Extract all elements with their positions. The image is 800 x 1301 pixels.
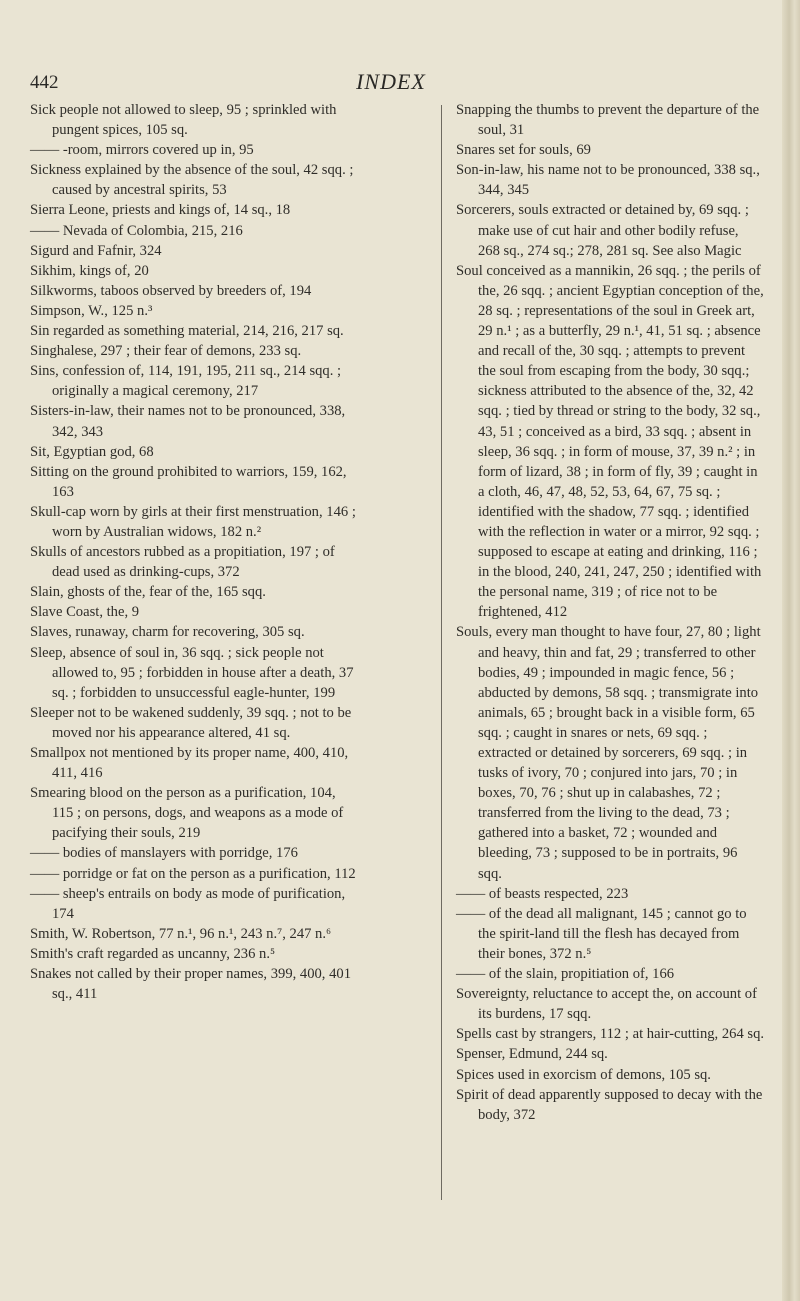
index-entry: Spices used in exorcism of demons, 105 sq. [456, 1066, 711, 1083]
column-divider [441, 105, 442, 1200]
index-entry: —— porridge or fat on the person as a purification, 112 [30, 865, 356, 882]
index-entry: Sikhim, kings of, 20 [30, 262, 149, 279]
index-entry: Sierra Leone, priests and kings of, 14 sq., 18 [30, 202, 291, 219]
index-entry: Smallpox not mentioned by its proper name, 400, 410, 411, 416 [30, 745, 349, 782]
index-entry: Sovereignty, reluctance to accept the, on account of its burdens, 17 sqq. [456, 986, 757, 1023]
index-entry: —— Nevada of Colombia, 215, 216 [30, 222, 243, 239]
index-entry: Son-in-law, his name not to be pronounced, 338 sq., 344, 345 [456, 162, 760, 199]
index-entry: —— of the dead all malignant, 145 ; cannot go to the spirit-land till the flesh has decayed from their bones, 372 n.⁵ [456, 905, 747, 962]
index-entry: Slaves, runaway, charm for recovering, 305 sq. [30, 624, 305, 641]
index-column-left [30, 100, 360, 1004]
index-entry: Sins, confession of, 114, 191, 195, 211 sq., 214 sqq. ; originally a magical ceremony, 217 [30, 363, 342, 400]
index-entry: Souls, every man thought to have four, 27, 80 ; light and heavy, thin and fat, 29 ; transferred to other bodies, 49 ; impounded in magic fence, 56 ; abducted by demons, 58 sqq. ; transmigrate into animals, 65 ; brought back in a visible form, 65 sqq. ; caught in snares or nets, 69 sqq. ; extracted or detained by sorcerers, 69 sqq. ; in tusks of ivory, 70 ; conjured into jars, 70 ; in boxes, 70, 76 ; shut up in calabashes, 72 ; transferred from the living to the dead, 73 ; gathered into a basket, 72 ; wounded and bleeding, 73 ; supposed to be in portraits, 96 sqq. [456, 624, 761, 882]
index-entry: Snares set for souls, 69 [456, 142, 591, 159]
index-entry: Sorcerers, souls extracted or detained by, 69 sqq. ; make use of cut hair and other bodily refuse, 268 sq., 274 sq.; 278, 281 sq. See also Magic [456, 202, 749, 259]
index-entry: Sigurd and Fafnir, 324 [30, 242, 162, 259]
index-entry: Skulls of ancestors rubbed as a propitiation, 197 ; of dead used as drinking-cups, 372 [30, 544, 335, 581]
page-edge [782, 0, 800, 1301]
index-entry: —— of beasts respected, 223 [456, 885, 629, 902]
index-entry: —— bodies of manslayers with porridge, 176 [30, 845, 298, 862]
index-entry: Sit, Egyptian god, 68 [30, 443, 154, 460]
index-entry: Snakes not called by their proper names, 399, 400, 401 sq., 411 [30, 966, 351, 1003]
index-entry: Sleeper not to be wakened suddenly, 39 sqq. ; not to be moved nor his appearance altered, 41 sq. [30, 704, 352, 741]
index-entry: Slave Coast, the, 9 [30, 604, 140, 621]
index-entry: —— sheep's entrails on body as mode of purification, 174 [30, 885, 346, 922]
index-entry: Sleep, absence of soul in, 36 sqq. ; sick people not allowed to, 95 ; forbidden in house after a death, 37 sq. ; forbidden to unsuccessful eagle-hunter, 199 [30, 644, 354, 701]
index-column-right [456, 100, 764, 1125]
index-entry: Sin regarded as something material, 214, 216, 217 sq. [30, 323, 344, 340]
index-entry: Spells cast by strangers, 112 ; at hair-cutting, 264 sq. [456, 1026, 765, 1043]
page-title: INDEX [356, 69, 426, 94]
index-entry: Slain, ghosts of the, fear of the, 165 sqq. [30, 584, 266, 601]
index-entry: Snapping the thumbs to prevent the departure of the soul, 31 [456, 102, 760, 139]
index-entry: —— of the slain, propitiation of, 166 [456, 966, 675, 983]
index-entry: Sickness explained by the absence of the soul, 42 sqq. ; caused by ancestral spirits, 53 [30, 162, 354, 199]
index-entry: Silkworms, taboos observed by breeders of, 194 [30, 282, 312, 299]
index-entry: Sisters-in-law, their names not to be pronounced, 338, 342, 343 [30, 403, 346, 440]
running-head [0, 69, 782, 102]
index-entry: Smith, W. Robertson, 77 n.¹, 96 n.¹, 243 n.⁷, 247 n.⁶ [30, 925, 332, 942]
index-entry: —— -room, mirrors covered up in, 95 [30, 142, 254, 159]
index-entry: Soul conceived as a mannikin, 26 sqq. ; the perils of the, 26 sqq. ; ancient Egyptian conception of the, 28 sq. ; representations of the soul in Greek art, 29 n.¹ ; as a butterfly, 29 n.¹, 41, 51 sq. ; absence and recall of the, 30 sqq. ; attempts to prevent the soul from escaping from the body, 30 sqq.; sickness attributed to the absence of the, 32, 42 sqq. ; tied by thread or string to the body, 32 sq., 43, 51 ; conceived as a bird, 33 sqq. ; absent in sleep, 36 sqq. ; in form of mouse, 37, 39 n.² ; in form of lizard, 38 ; in form of fly, 39 ; caught in a cloth, 46, 47, 48, 52, 53, 64, 67, 75 sq. ; identified with the shadow, 77 sqq. ; identified with the reflection in water or a mirror, 92 sqq. ; supposed to escape at eating and drinking, 116 ; in the blood, 240, 241, 247, 250 ; identified with the personal name, 319 ; of rice not to be frightened, 412 [456, 262, 764, 621]
index-entry: Smith's craft regarded as uncanny, 236 n.⁵ [30, 945, 276, 962]
index-entry: Singhalese, 297 ; their fear of demons, 233 sq. [30, 343, 302, 360]
index-entry: Spenser, Edmund, 244 sq. [456, 1046, 608, 1063]
index-entry: Sick people not allowed to sleep, 95 ; sprinkled with pungent spices, 105 sq. [30, 102, 337, 139]
index-entry: Skull-cap worn by girls at their first menstruation, 146 ; worn by Australian widows, 182 n.² [30, 503, 356, 540]
index-entry: Sitting on the ground prohibited to warriors, 159, 162, 163 [30, 463, 347, 500]
index-entry: Simpson, W., 125 n.³ [30, 302, 153, 319]
page-number: 442 [30, 72, 59, 93]
index-entry: Spirit of dead apparently supposed to decay with the body, 372 [456, 1086, 763, 1123]
index-entry: Smearing blood on the person as a purification, 104, 115 ; on persons, dogs, and weapons as a mode of pacifying their souls, 219 [30, 785, 344, 842]
